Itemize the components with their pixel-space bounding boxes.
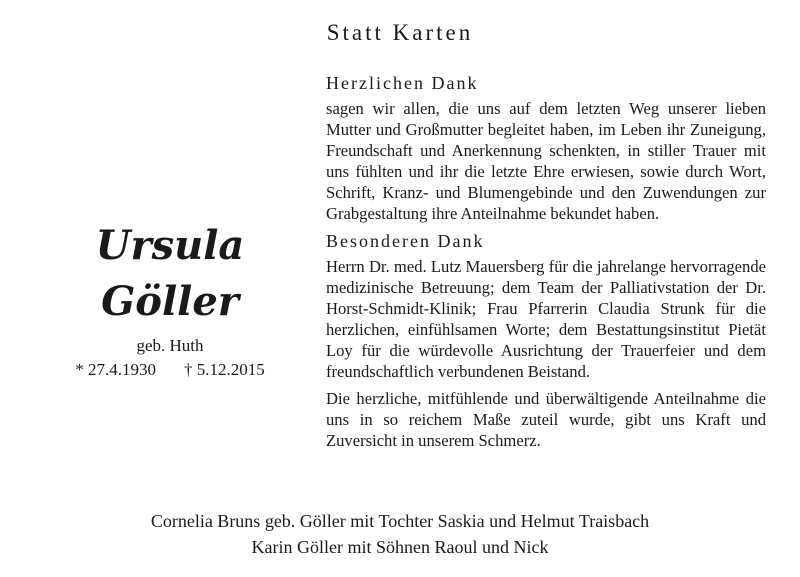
birth-name: geb. Huth <box>136 336 204 355</box>
life-dates <box>30 360 310 380</box>
thanks-text: sagen wir allen, die uns auf dem letzten Weg unserer lieben Mutter und Großmutter begleitet haben, im Leben ihr Zuneigung, Freundschaft und Anerkennung schenkten, in stiller Trauer mit uns fühlten und ihr die letzte Ehre erwiesen, sowie durch Wort, Schrift, Kranz- und Blumengebinde und den Zuwendungen zur Grabgestaltung ihre Anteilnahme bekundet haben. <box>326 99 766 223</box>
death-date: † 5.12.2015 <box>184 360 265 379</box>
signature-line: Karin Göller mit Söhnen Raoul und Nick <box>251 537 549 557</box>
header-title: Statt Karten <box>326 20 474 45</box>
special-thanks-title: Besonderen Dank <box>326 231 485 251</box>
signature-line: Cornelia Bruns geb. Göller mit Tochter Saskia und Helmut Traisbach <box>150 511 650 531</box>
text-column <box>326 70 766 451</box>
deceased-block <box>30 218 310 380</box>
special-thanks-text: Herrn Dr. med. Lutz Mauersberg für die jahrelange hervorragende medizinische Betreuung; dem Team der Palliativstation der Dr. Horst-Schmidt-Klinik; Frau Pfarrerin Claudia Strunk für die herzlichen, einfühlsamen Worte; dem Bestattungsinstitut Pietät Loy für die würdevolle Ausrichtung der Trauerfeier und dem freundschaftlich verbundenen Beistand. <box>326 257 766 381</box>
thanks-title: Herzlichen Dank <box>326 73 479 93</box>
closing-text: Die herzliche, mitfühlende und überwältigende Anteilnahme die uns in so reichem Maße zuteil wurde, gibt uns Kraft und Zuversicht in unserem Schmerz. <box>326 389 766 450</box>
deceased-name: Ursula Göller <box>95 222 245 325</box>
birth-date: * 27.4.1930 <box>75 360 156 379</box>
